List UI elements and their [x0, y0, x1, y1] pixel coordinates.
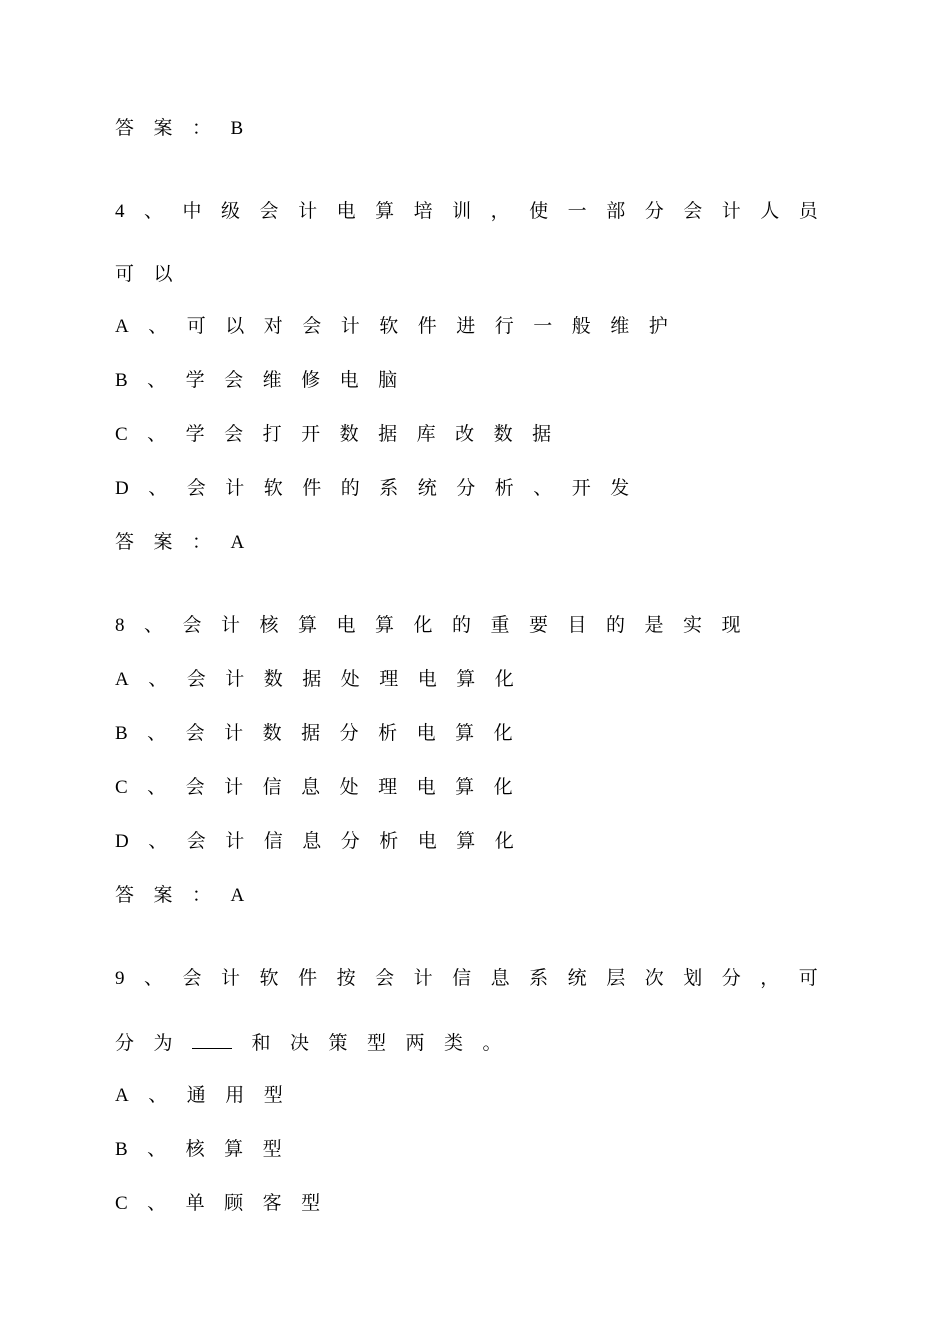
text-glyph: 统: [567, 968, 587, 989]
q9-option-b: B、核算型: [115, 1139, 302, 1160]
q8-option-b: B、会计数据分析电算化: [115, 723, 533, 744]
text-glyph: 使: [529, 201, 549, 222]
text-glyph: 会: [683, 201, 703, 222]
text-glyph: 分: [721, 968, 741, 989]
text-glyph: 训: [452, 201, 472, 222]
q9-option-c: C、单顾客型: [115, 1193, 340, 1214]
q9-option-a: A、通用型: [115, 1085, 303, 1106]
q4-answer: 答案：A: [115, 532, 264, 553]
text-glyph: 计: [721, 201, 741, 222]
text-glyph: 人: [760, 201, 780, 222]
fill-in-blank: [192, 1030, 232, 1049]
text-glyph: 部: [606, 201, 626, 222]
q4-stem-line2: 可以: [115, 264, 193, 285]
text-glyph: 可: [798, 968, 818, 989]
text-glyph: 计: [413, 968, 433, 989]
text-glyph: 级: [221, 201, 241, 222]
q9-stem-after-blank: 和决策型两类。: [251, 1033, 522, 1054]
text-glyph: 4: [115, 201, 125, 222]
text-glyph: 分: [644, 201, 664, 222]
text-glyph: 层: [606, 968, 626, 989]
text-glyph: 按: [336, 968, 356, 989]
text-glyph: 、: [144, 968, 164, 989]
q9-stem-line1: [115, 967, 818, 991]
text-glyph: 员: [798, 201, 818, 222]
text-glyph: 息: [490, 968, 510, 989]
text-glyph: 一: [567, 201, 587, 222]
q8-option-c: C、会计信息处理电算化: [115, 777, 533, 798]
q8-stem: 8、会计核算电算化的重要目的是实现: [115, 615, 761, 636]
text-glyph: 计: [298, 201, 318, 222]
text-glyph: 信: [452, 968, 472, 989]
q4-option-c: C、学会打开数据库改数据: [115, 424, 571, 445]
text-glyph: 会: [375, 968, 395, 989]
text-glyph: 算: [375, 201, 395, 222]
text-glyph: 计: [221, 968, 241, 989]
text-glyph: 件: [298, 968, 318, 989]
q8-option-d: D、会计信息分析电算化: [115, 831, 534, 852]
q4-option-a: A、可以对会计软件进行一般维护: [115, 316, 688, 337]
text-glyph: 软: [259, 968, 279, 989]
text-glyph: 系: [529, 968, 549, 989]
q4-stem-line1: [115, 200, 818, 224]
text-glyph: 中: [182, 201, 202, 222]
q3-answer: 答案：B: [115, 118, 263, 139]
text-glyph: ，: [760, 968, 780, 989]
text-glyph: 次: [644, 968, 664, 989]
text-glyph: 、: [144, 201, 164, 222]
q8-option-a: A、会计数据处理电算化: [115, 669, 534, 690]
q4-option-d: D、会计软件的系统分析、开发: [115, 478, 649, 499]
q4-option-b: B、学会维修电脑: [115, 370, 417, 391]
q9-stem-before-blank: 分为: [115, 1033, 193, 1054]
text-glyph: 会: [259, 201, 279, 222]
text-glyph: ，: [490, 201, 510, 222]
text-glyph: 会: [182, 968, 202, 989]
text-glyph: 培: [413, 201, 433, 222]
text-glyph: 划: [683, 968, 703, 989]
q9-stem-line2: [115, 1030, 521, 1056]
text-glyph: 9: [115, 968, 125, 989]
q8-answer: 答案：A: [115, 885, 264, 906]
text-glyph: 电: [336, 201, 356, 222]
